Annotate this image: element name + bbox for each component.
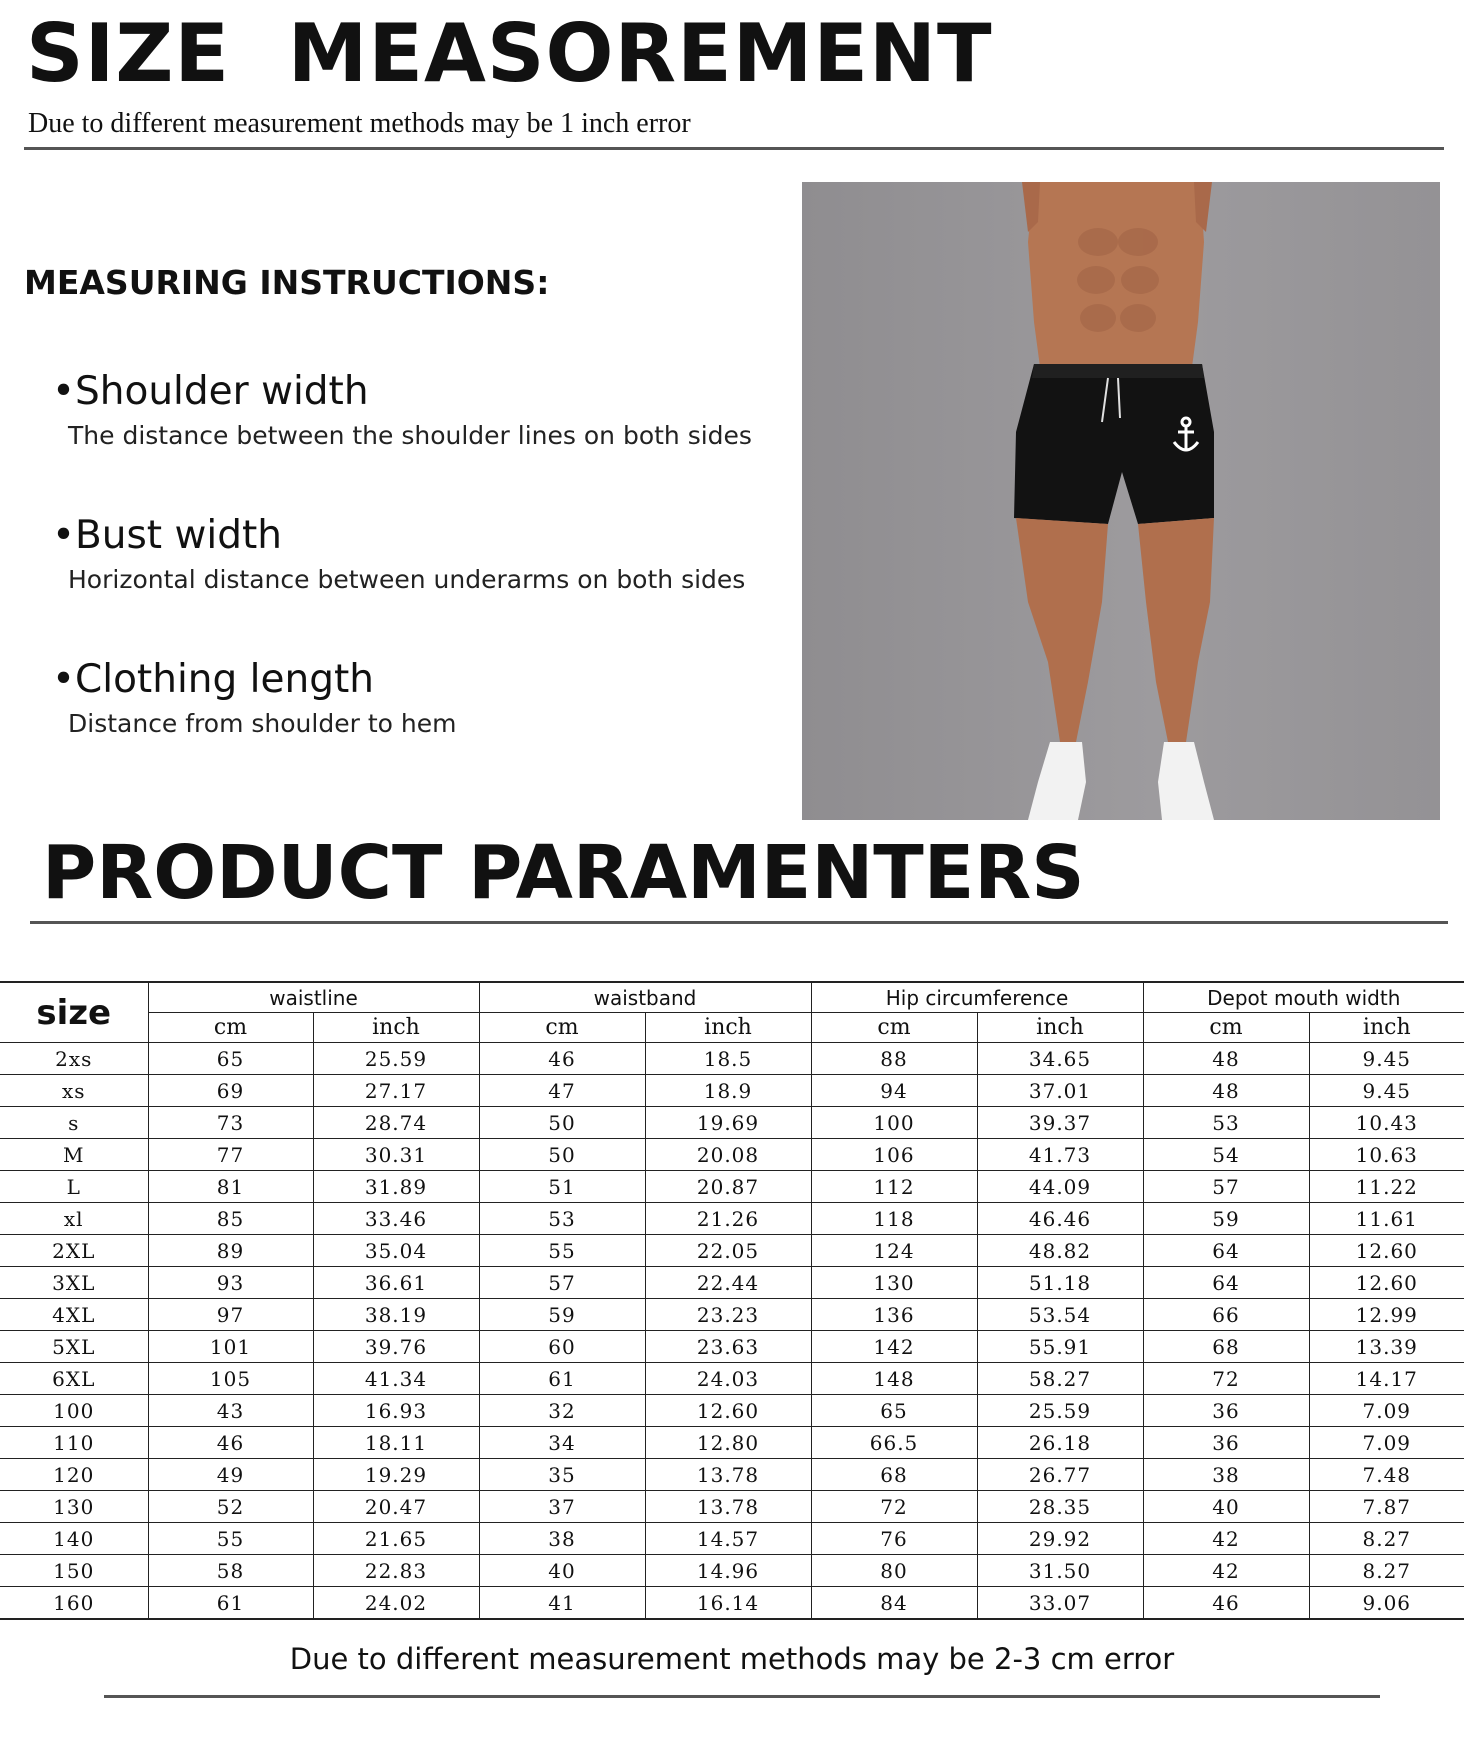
value-cell: 9.45 [1309,1043,1464,1075]
value-cell: 72 [811,1491,977,1523]
size-cell: 120 [0,1459,148,1491]
value-cell: 26.18 [977,1427,1143,1459]
value-cell: 106 [811,1139,977,1171]
table-row [0,1043,1464,1075]
value-cell: 65 [811,1395,977,1427]
value-cell: 44.09 [977,1171,1143,1203]
value-cell: 50 [479,1139,645,1171]
value-cell: 41.34 [313,1363,479,1395]
product-photo [802,182,1440,820]
size-cell: 2xs [0,1043,148,1075]
torso-shape [1028,182,1204,367]
value-cell: 101 [148,1331,313,1363]
value-cell: 10.63 [1309,1139,1464,1171]
right-shoe-shape [1158,742,1214,820]
size-cell: 5XL [0,1331,148,1363]
value-cell: 35 [479,1459,645,1491]
value-cell: 24.02 [313,1587,479,1620]
value-cell: 54 [1143,1139,1309,1171]
unit-header: cm [811,1013,977,1043]
value-cell: 24.03 [645,1363,811,1395]
value-cell: 93 [148,1267,313,1299]
group-header-waistline: waistline [148,982,479,1013]
value-cell: 142 [811,1331,977,1363]
value-cell: 14.57 [645,1523,811,1555]
size-cell: 130 [0,1491,148,1523]
divider [104,1695,1380,1698]
value-cell: 51 [479,1171,645,1203]
value-cell: 55 [148,1523,313,1555]
value-cell: 53 [1143,1107,1309,1139]
value-cell: 100 [811,1107,977,1139]
table-unit-header-row [0,1013,1464,1043]
value-cell: 57 [479,1267,645,1299]
instruction-title: •Shoulder width [52,369,369,414]
value-cell: 112 [811,1171,977,1203]
value-cell: 14.96 [645,1555,811,1587]
value-cell: 80 [811,1555,977,1587]
size-cell: 160 [0,1587,148,1620]
size-chart-table [0,981,1464,1620]
value-cell: 64 [1143,1235,1309,1267]
value-cell: 25.59 [313,1043,479,1075]
value-cell: 7.87 [1309,1491,1464,1523]
value-cell: 46 [1143,1587,1309,1620]
unit-header: cm [479,1013,645,1043]
value-cell: 69 [148,1075,313,1107]
value-cell: 39.76 [313,1331,479,1363]
table-row [0,1587,1464,1620]
value-cell: 22.44 [645,1267,811,1299]
value-cell: 8.27 [1309,1555,1464,1587]
value-cell: 84 [811,1587,977,1620]
value-cell: 20.08 [645,1139,811,1171]
table-row [0,1331,1464,1363]
value-cell: 58 [148,1555,313,1587]
value-cell: 36 [1143,1427,1309,1459]
value-cell: 40 [479,1555,645,1587]
value-cell: 60 [479,1331,645,1363]
table-row [0,1395,1464,1427]
value-cell: 8.27 [1309,1523,1464,1555]
value-cell: 36.61 [313,1267,479,1299]
size-cell: s [0,1107,148,1139]
value-cell: 48.82 [977,1235,1143,1267]
value-cell: 26.77 [977,1459,1143,1491]
value-cell: 12.99 [1309,1299,1464,1331]
value-cell: 7.48 [1309,1459,1464,1491]
value-cell: 18.9 [645,1075,811,1107]
value-cell: 37 [479,1491,645,1523]
value-cell: 40 [1143,1491,1309,1523]
value-cell: 51.18 [977,1267,1143,1299]
size-cell: 100 [0,1395,148,1427]
value-cell: 118 [811,1203,977,1235]
table-row [0,1427,1464,1459]
value-cell: 9.45 [1309,1075,1464,1107]
value-cell: 12.60 [1309,1235,1464,1267]
value-cell: 38 [479,1523,645,1555]
value-cell: 59 [1143,1203,1309,1235]
value-cell: 30.31 [313,1139,479,1171]
value-cell: 12.80 [645,1427,811,1459]
value-cell: 41.73 [977,1139,1143,1171]
value-cell: 7.09 [1309,1427,1464,1459]
divider [24,147,1444,150]
value-cell: 64 [1143,1267,1309,1299]
value-cell: 23.23 [645,1299,811,1331]
value-cell: 53 [479,1203,645,1235]
value-cell: 13.39 [1309,1331,1464,1363]
value-cell: 52 [148,1491,313,1523]
table-row [0,1171,1464,1203]
unit-header: inch [977,1013,1143,1043]
value-cell: 55 [479,1235,645,1267]
size-measurement-title: SIZE MEASOREMENT [26,7,993,100]
measurement-error-note: Due to different measurement methods may be 1 inch error [28,108,691,139]
value-cell: 19.29 [313,1459,479,1491]
value-cell: 66 [1143,1299,1309,1331]
value-cell: 32 [479,1395,645,1427]
table-row [0,1235,1464,1267]
product-parameters-title: PRODUCT PARAMENTERS [42,830,1085,916]
value-cell: 47 [479,1075,645,1107]
value-cell: 85 [148,1203,313,1235]
value-cell: 42 [1143,1555,1309,1587]
instruction-description: Horizontal distance between underarms on both sides [68,565,746,594]
instruction-title: •Clothing length [52,657,374,702]
value-cell: 50 [479,1107,645,1139]
value-cell: 36 [1143,1395,1309,1427]
value-cell: 21.65 [313,1523,479,1555]
value-cell: 11.22 [1309,1171,1464,1203]
right-leg-shape [1138,518,1214,742]
instruction-description: Distance from shoulder to hem [68,709,457,738]
table-row [0,1107,1464,1139]
size-cell: 4XL [0,1299,148,1331]
value-cell: 61 [148,1587,313,1620]
table-row [0,1075,1464,1107]
value-cell: 13.78 [645,1491,811,1523]
value-cell: 59 [479,1299,645,1331]
value-cell: 46 [148,1427,313,1459]
value-cell: 57 [1143,1171,1309,1203]
value-cell: 72 [1143,1363,1309,1395]
value-cell: 18.5 [645,1043,811,1075]
value-cell: 19.69 [645,1107,811,1139]
instruction-description: The distance between the shoulder lines on both sides [68,421,752,450]
value-cell: 20.47 [313,1491,479,1523]
value-cell: 66.5 [811,1427,977,1459]
value-cell: 10.43 [1309,1107,1464,1139]
unit-header: inch [313,1013,479,1043]
value-cell: 58.27 [977,1363,1143,1395]
size-cell: xl [0,1203,148,1235]
table-row [0,1363,1464,1395]
value-cell: 65 [148,1043,313,1075]
value-cell: 97 [148,1299,313,1331]
instruction-bust-width [52,513,746,594]
value-cell: 16.14 [645,1587,811,1620]
divider [30,921,1448,924]
shorts-shape [1014,364,1214,524]
value-cell: 33.46 [313,1203,479,1235]
value-cell: 148 [811,1363,977,1395]
value-cell: 14.17 [1309,1363,1464,1395]
footer-error-note: Due to different measurement methods may be 2-3 cm error [289,1642,1175,1676]
size-cell: L [0,1171,148,1203]
value-cell: 43 [148,1395,313,1427]
value-cell: 37.01 [977,1075,1143,1107]
value-cell: 16.93 [313,1395,479,1427]
value-cell: 105 [148,1363,313,1395]
value-cell: 21.26 [645,1203,811,1235]
value-cell: 35.04 [313,1235,479,1267]
value-cell: 22.05 [645,1235,811,1267]
value-cell: 18.11 [313,1427,479,1459]
value-cell: 38.19 [313,1299,479,1331]
unit-header: cm [148,1013,313,1043]
table-row [0,1139,1464,1171]
value-cell: 31.50 [977,1555,1143,1587]
value-cell: 46.46 [977,1203,1143,1235]
value-cell: 38 [1143,1459,1309,1491]
value-cell: 11.61 [1309,1203,1464,1235]
value-cell: 22.83 [313,1555,479,1587]
value-cell: 29.92 [977,1523,1143,1555]
left-shoe-shape [1028,742,1086,820]
value-cell: 68 [811,1459,977,1491]
value-cell: 48 [1143,1075,1309,1107]
table-row [0,1203,1464,1235]
table-row [0,1267,1464,1299]
table-row [0,1523,1464,1555]
group-header-waistband: waistband [479,982,811,1013]
value-cell: 39.37 [977,1107,1143,1139]
size-cell: 2XL [0,1235,148,1267]
value-cell: 25.59 [977,1395,1143,1427]
value-cell: 42 [1143,1523,1309,1555]
value-cell: 27.17 [313,1075,479,1107]
value-cell: 34.65 [977,1043,1143,1075]
unit-header: inch [645,1013,811,1043]
size-cell: 110 [0,1427,148,1459]
value-cell: 20.87 [645,1171,811,1203]
value-cell: 68 [1143,1331,1309,1363]
value-cell: 9.06 [1309,1587,1464,1620]
left-leg-shape [1016,518,1108,742]
value-cell: 31.89 [313,1171,479,1203]
value-cell: 53.54 [977,1299,1143,1331]
table-group-header-row [0,982,1464,1013]
value-cell: 46 [479,1043,645,1075]
model-wearing-shorts-icon [802,182,1440,820]
value-cell: 41 [479,1587,645,1620]
value-cell: 34 [479,1427,645,1459]
table-row [0,1299,1464,1331]
instruction-clothing-length [52,657,457,738]
size-cell: xs [0,1075,148,1107]
size-cell: 6XL [0,1363,148,1395]
value-cell: 12.60 [1309,1267,1464,1299]
value-cell: 48 [1143,1043,1309,1075]
table-row [0,1459,1464,1491]
value-cell: 124 [811,1235,977,1267]
instruction-shoulder-width [52,369,752,450]
value-cell: 89 [148,1235,313,1267]
value-cell: 61 [479,1363,645,1395]
value-cell: 94 [811,1075,977,1107]
size-column-header: size [0,982,148,1043]
value-cell: 55.91 [977,1331,1143,1363]
value-cell: 13.78 [645,1459,811,1491]
group-header-hip-circumference: Hip circumference [811,982,1143,1013]
unit-header: inch [1309,1013,1464,1043]
value-cell: 88 [811,1043,977,1075]
value-cell: 49 [148,1459,313,1491]
table-row [0,1491,1464,1523]
value-cell: 7.09 [1309,1395,1464,1427]
size-cell: 3XL [0,1267,148,1299]
value-cell: 33.07 [977,1587,1143,1620]
group-header-depot-mouth-width: Depot mouth width [1143,982,1464,1013]
value-cell: 28.74 [313,1107,479,1139]
value-cell: 73 [148,1107,313,1139]
value-cell: 77 [148,1139,313,1171]
value-cell: 76 [811,1523,977,1555]
value-cell: 130 [811,1267,977,1299]
unit-header: cm [1143,1013,1309,1043]
waistband-shape [1032,364,1204,378]
measuring-instructions-title: MEASURING INSTRUCTIONS: [24,263,550,302]
size-cell: 140 [0,1523,148,1555]
instruction-title: •Bust width [52,513,282,558]
value-cell: 12.60 [645,1395,811,1427]
value-cell: 81 [148,1171,313,1203]
table-row [0,1555,1464,1587]
value-cell: 23.63 [645,1331,811,1363]
size-cell: 150 [0,1555,148,1587]
value-cell: 28.35 [977,1491,1143,1523]
value-cell: 136 [811,1299,977,1331]
size-cell: M [0,1139,148,1171]
